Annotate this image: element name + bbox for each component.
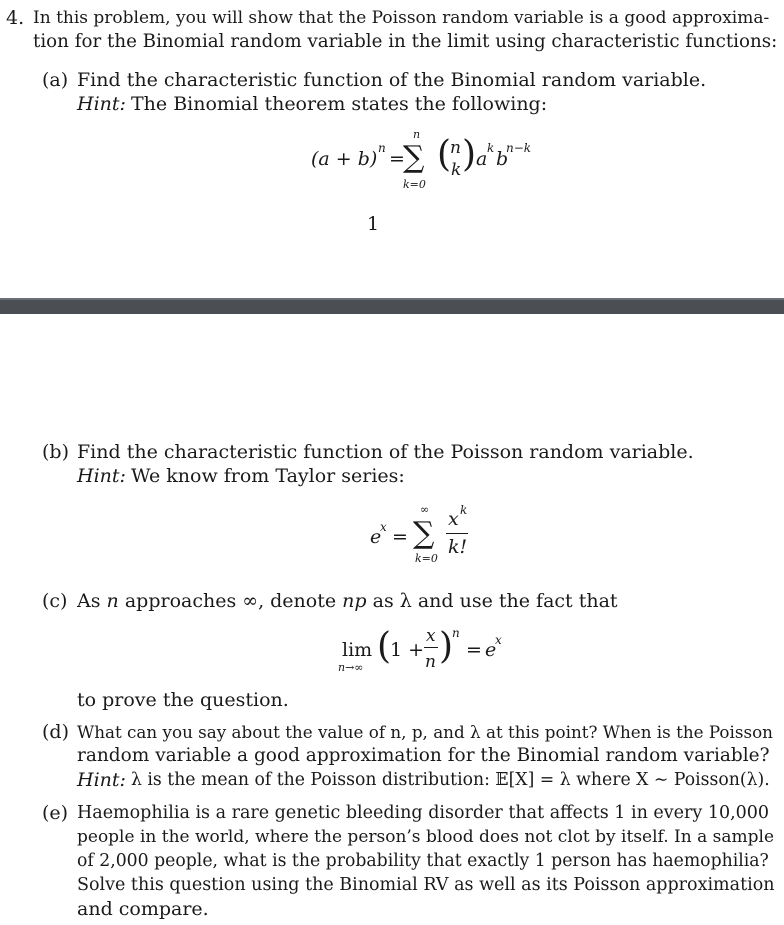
formula-c-rhs-exp: x <box>495 633 502 647</box>
page-number: 1 <box>367 213 380 235</box>
problem-intro-line2: tion for the Binomial random variable in the limit using characteristic functions: <box>33 31 778 52</box>
formula-c-denominator: n <box>425 652 436 672</box>
part-c-var-np: np <box>342 590 367 612</box>
formula-a-lhs: (a + b) <box>311 148 378 170</box>
formula-c-left-paren: ( <box>377 626 392 667</box>
part-c-text-approaches: approaches ∞, denote <box>124 590 337 612</box>
formula-b-fraction-bar <box>446 533 468 534</box>
part-b-hint-text: We know from Taylor series: <box>131 465 405 487</box>
formula-b-sum-lower: k=0 <box>415 552 438 565</box>
formula-a-sum-upper: n <box>413 128 421 141</box>
formula-b-sigma-icon: ∑ <box>413 516 435 551</box>
formula-c-fraction-bar <box>424 647 438 648</box>
formula-a-term-a-exp: k <box>487 141 495 155</box>
part-b-hint-label: Hint: <box>77 465 126 487</box>
formula-c-exp: n <box>452 626 460 640</box>
part-a-text: Find the characteristic function of the Binomial random variable. <box>77 69 707 91</box>
part-d-line2: random variable a good approximation for the Binomial random variable? <box>77 745 770 766</box>
part-c-text <box>77 589 618 613</box>
part-d-hint-text: λ is the mean of the Poisson distribution: 𝔼[X] = λ where X ∼ Poisson(λ). <box>131 770 770 790</box>
formula-b-lhs-exp: x <box>380 520 387 534</box>
formula-a-lhs-exp: n <box>378 141 386 155</box>
formula-a-sigma-icon: ∑ <box>403 140 425 175</box>
part-c-var-lambda: λ <box>399 590 412 612</box>
page-divider <box>0 298 784 314</box>
part-d-hint-label: Hint: <box>77 769 126 791</box>
formula-c-lim: lim <box>342 639 373 661</box>
problem-intro-line1: In this problem, you will show that the Poisson random variable is a good approxima- <box>33 8 770 28</box>
part-c-text-as2: as <box>372 590 394 612</box>
part-e-line4: Solve this question using the Binomial RV as well as its Poisson approximation <box>77 875 775 895</box>
formula-c-equals: = <box>466 639 482 661</box>
formula-a-term-b: b <box>496 148 509 170</box>
formula-a-term-b-exp: n−k <box>506 141 532 155</box>
part-c-conclusion: to prove the question. <box>77 689 289 711</box>
formula-a-sum-lower: k=0 <box>403 178 426 191</box>
part-e-line2: people in the world, where the person’s blood does not clot by itself. In a sample <box>77 827 775 847</box>
formula-a-binom-top: n <box>450 138 461 158</box>
part-b-text: Find the characteristic function of the Poisson random variable. <box>77 441 694 463</box>
formula-b-numerator: x <box>448 508 459 530</box>
formula-c-numerator: x <box>426 626 436 646</box>
formula-b-denominator: k! <box>448 536 468 558</box>
formula-b-equals: = <box>392 526 408 548</box>
formula-c-lim-sub: n→∞ <box>338 661 364 674</box>
formula-c-one-plus: 1 + <box>390 639 425 661</box>
formula-a-left-paren: ( <box>437 134 452 175</box>
formula-b-sum-upper: ∞ <box>420 503 430 516</box>
formula-a-equals: = <box>389 148 405 170</box>
part-e-label: (e) <box>42 802 69 824</box>
part-a-hint-label: Hint: <box>77 93 126 115</box>
part-c-label: (c) <box>42 590 68 612</box>
formula-b-numerator-exp: k <box>460 503 468 517</box>
part-a-hint-text: The Binomial theorem states the following: <box>131 93 548 115</box>
formula-b-lhs: e <box>370 526 382 548</box>
part-c-text-after: and use the fact that <box>417 590 618 612</box>
formula-c-right-paren: ) <box>439 626 454 667</box>
part-e-line3: of 2,000 people, what is the probability that exactly 1 person has haemophilia? <box>77 851 769 871</box>
part-e-line1: Haemophilia is a rare genetic bleeding disorder that affects 1 in every 10,000 <box>77 803 770 823</box>
part-a-label: (a) <box>42 69 69 91</box>
formula-a-term-a: a <box>476 148 488 170</box>
part-c-var-n: n <box>106 590 119 612</box>
problem-number: 4. <box>6 7 25 29</box>
part-d-label: (d) <box>42 721 69 743</box>
formula-a-right-paren: ) <box>462 134 477 175</box>
part-c-text-as: As <box>77 590 101 612</box>
formula-c-rhs: e <box>485 639 497 661</box>
part-e-line5: and compare. <box>77 898 209 920</box>
formula-a-binom-bottom: k <box>451 160 462 180</box>
part-b-label: (b) <box>42 441 69 463</box>
part-d-line1: What can you say about the value of n, p, and λ at this point? When is the Poisson <box>77 722 773 742</box>
